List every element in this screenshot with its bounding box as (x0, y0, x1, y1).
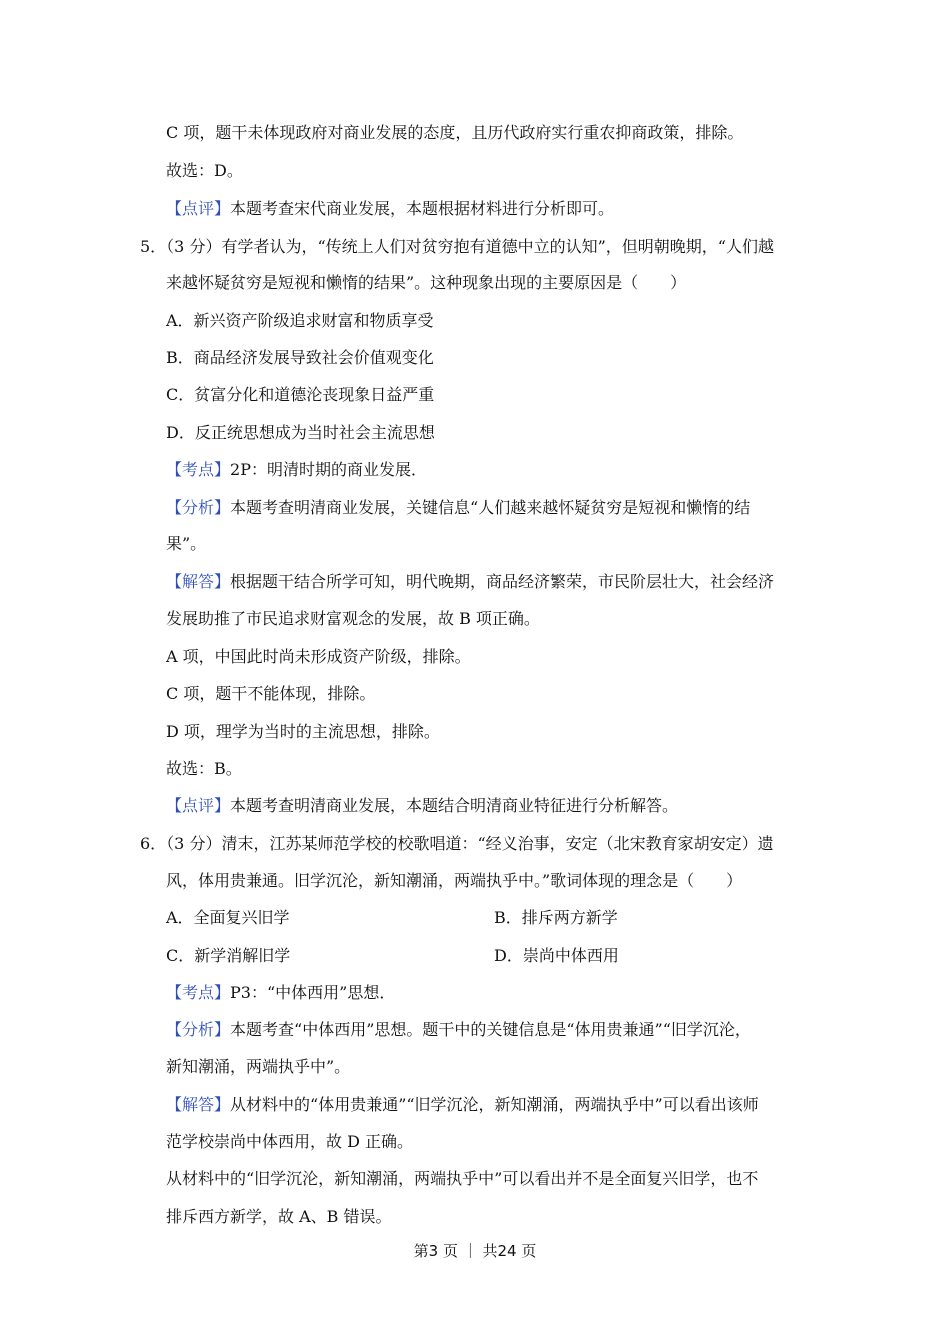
analysis-text: 本题考查明清商业发展，关键信息“人们越来越怀疑贫穷是短视和懒惰的结 (230, 498, 751, 517)
q6-analysis-line1 (166, 1019, 810, 1041)
q6-option-a: A．全面复兴旧学 (166, 908, 290, 927)
answer-text: 根据题干结合所学可知，明代晚期，商品经济繁荣，市民阶层壮大，社会经济 (230, 572, 775, 591)
q5-stem-line1: 5．（3 分）有学者认为，“传统上人们对贫穷抱有道德中立的认知”，但明朝晚期，“人们越 (140, 237, 774, 256)
comment-text: 本题考查明清商业发展，本题结合明清商业特征进行分析解答。 (230, 796, 679, 815)
q6-option-b: B．排斥两方新学 (494, 908, 618, 927)
q5-option-b: B．商品经济发展导致社会价值观变化 (166, 348, 434, 367)
q6-point (166, 982, 810, 1004)
q6-stem-line1: 6．（3 分）清末，江苏某师范学校的校歌唱道：“经义治事，安定（北宋教育家胡安定）遗 (140, 834, 774, 853)
carry-line: C 项，题干未体现政府对商业发展的态度，且历代政府实行重农抑商政策，排除。 (166, 123, 744, 142)
point-tag: 【考点】 (166, 460, 231, 479)
q5-stem-line2: 来越怀疑贫穷是短视和懒惰的结果”。这种现象出现的主要原因是（ ） (166, 273, 687, 292)
answer-text: 从材料中的“体用贵兼通”“旧学沉沦，新知潮涌，两端执乎中”可以看出该师 (230, 1095, 759, 1114)
answer-tag: 【解答】 (166, 1095, 231, 1114)
comment-tag: 【点评】 (166, 796, 231, 815)
q6-explain-line2: 排斥西方新学，故 A、B 错误。 (166, 1207, 392, 1226)
analysis-tag: 【分析】 (166, 498, 231, 517)
carry-choice: 故选：D。 (166, 161, 243, 180)
q5-option-d: D．反正统思想成为当时社会主流思想 (166, 423, 435, 442)
q5-analysis-line2: 果”。 (166, 534, 207, 553)
q5-option-a: A．新兴资产阶级追求财富和物质享受 (166, 311, 434, 330)
q5-choice: 故选：B。 (166, 759, 242, 778)
analysis-text: 本题考查“中体西用”思想。题干中的关键信息是“体用贵兼通”“旧学沉沦， (230, 1020, 751, 1039)
q6-explain-line1: 从材料中的“旧学沉沦，新知潮涌，两端执乎中”可以看出并不是全面复兴旧学，也不 (166, 1169, 759, 1188)
point-text: 2P：明清时期的商业发展． (230, 460, 427, 479)
q6-answer-line2: 范学校崇尚中体西用，故 D 正确。 (166, 1132, 414, 1151)
q5-explain-a: A 项，中国此时尚未形成资产阶级，排除。 (166, 647, 471, 666)
q6-option-c: C．新学消解旧学 (166, 946, 291, 965)
q5-answer-line1 (166, 571, 810, 593)
q5-comment (166, 795, 810, 817)
q6-option-d: D．崇尚中体西用 (494, 946, 619, 965)
q5-point (166, 459, 810, 481)
q5-analysis-line1 (166, 497, 810, 519)
comment-tag: 【点评】 (166, 199, 231, 218)
answer-tag: 【解答】 (166, 572, 231, 591)
q6-stem-line2: 风，体用贵兼通。旧学沉沦，新知潮涌，两端执乎中。”歌词体现的理念是（ ） (166, 871, 743, 890)
q5-explain-c: C 项，题干不能体现，排除。 (166, 684, 376, 703)
carry-comment (166, 198, 810, 220)
point-tag: 【考点】 (166, 983, 231, 1002)
q5-option-c: C．贫富分化和道德沦丧现象日益严重 (166, 385, 435, 404)
q6-answer-line1 (166, 1094, 810, 1116)
page-footer: 第3 页 ｜ 共24 页 (413, 1242, 537, 1260)
q6-analysis-line2: 新知潮涌，两端执乎中”。 (166, 1057, 351, 1076)
comment-text: 本题考查宋代商业发展，本题根据材料进行分析即可。 (230, 199, 615, 218)
point-text: P3：“中体西用”思想． (230, 983, 396, 1002)
q5-answer-line2: 发展助推了市民追求财富观念的发展，故 B 项正确。 (166, 609, 540, 628)
analysis-tag: 【分析】 (166, 1020, 231, 1039)
q5-explain-d: D 项，理学为当时的主流思想，排除。 (166, 722, 440, 741)
